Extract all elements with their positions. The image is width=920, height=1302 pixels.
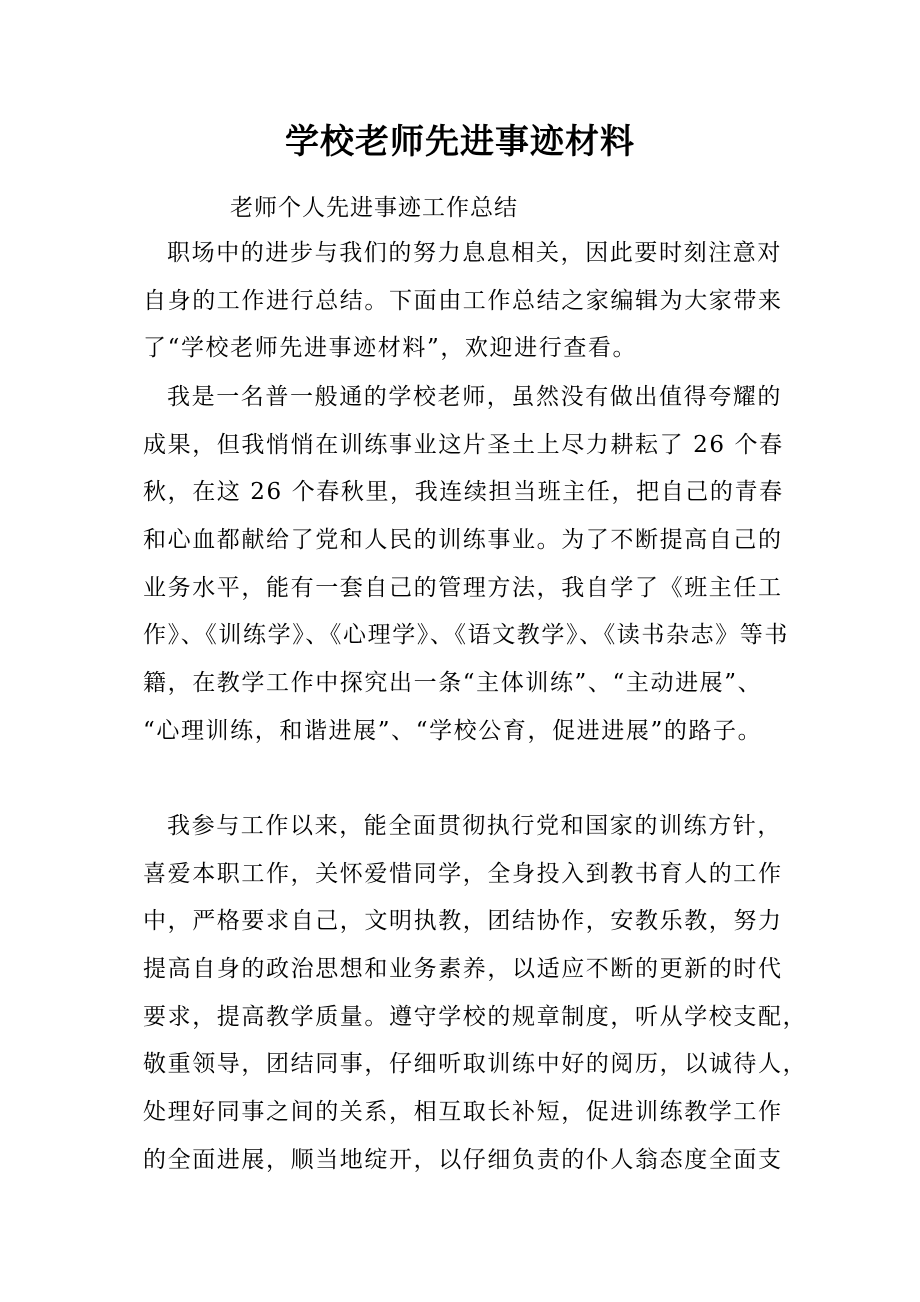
paragraph-line: 作》、《训练学》、《心理学》、《语文教学》、《读书杂志》等书 — [143, 622, 789, 649]
paragraph-line: 了“学校老师先进事迹材料”，欢迎进行查看。 — [143, 335, 638, 362]
paragraph-line: 我参与工作以来，能全面贯彻执行党和国家的训练方针， — [167, 813, 782, 839]
document-title: 学校老师先进事迹材料 — [285, 122, 635, 162]
paragraph-line: 籍，在教学工作中探究出一条“主体训练”、“主动进展”、 — [143, 670, 763, 697]
paragraph-1 — [143, 230, 803, 373]
paragraph-line: 我是一名普一般通的学校老师，虽然没有做出值得夸耀的 — [167, 384, 782, 410]
paragraph-line: “心理训练，和谐进展”、“学校公育，促进进展”的路子。 — [143, 717, 763, 744]
paragraph-line: 秋，在这 26 个春秋里，我连续担当班主任，把自己的青春 — [143, 479, 784, 506]
paragraph-line: 自身的工作进行总结。下面由工作总结之家编辑为大家带来 — [143, 287, 783, 314]
paragraph-line: 成果，但我悄悄在训练事业这片圣土上尽力耕耘了 26 个春 — [143, 431, 784, 458]
paragraph-line: 业务水平，能有一套自己的管理方法，我自学了《班主任工 — [143, 574, 783, 601]
paragraph-line: 和心血都献给了党和人民的训练事业。为了不断提高自己的 — [143, 527, 783, 554]
paragraph-line: 喜爱本职工作，关怀爱惜同学，全身投入到教书育人的工作 — [143, 860, 783, 887]
paragraph-line: 处理好同事之间的关系，相互取长补短，促进训练教学工作 — [143, 1099, 783, 1126]
paragraph-line: 职场中的进步与我们的努力息息相关，因此要时刻注意对 — [167, 240, 782, 266]
paragraph-line: 提高自身的政治思想和业务素养，以适应不断的更新的时代 — [143, 956, 783, 983]
paragraph-2 — [143, 374, 803, 756]
paragraph-3 — [143, 803, 808, 1185]
document-subtitle: 老师个人先进事迹工作总结 — [230, 195, 518, 221]
paragraph-line: 中，严格要求自己，文明执教，团结协作，安教乐教，努力 — [143, 908, 783, 935]
paragraph-line: 要求，提高教学质量。遵守学校的规章制度，听从学校支配， — [143, 1003, 808, 1030]
paragraph-line: 的全面进展，顺当地绽开，以仔细负责的仆人翁态度全面支 — [143, 1146, 783, 1173]
paragraph-line: 敬重领导，团结同事，仔细听取训练中好的阅历，以诚待人， — [143, 1051, 808, 1078]
